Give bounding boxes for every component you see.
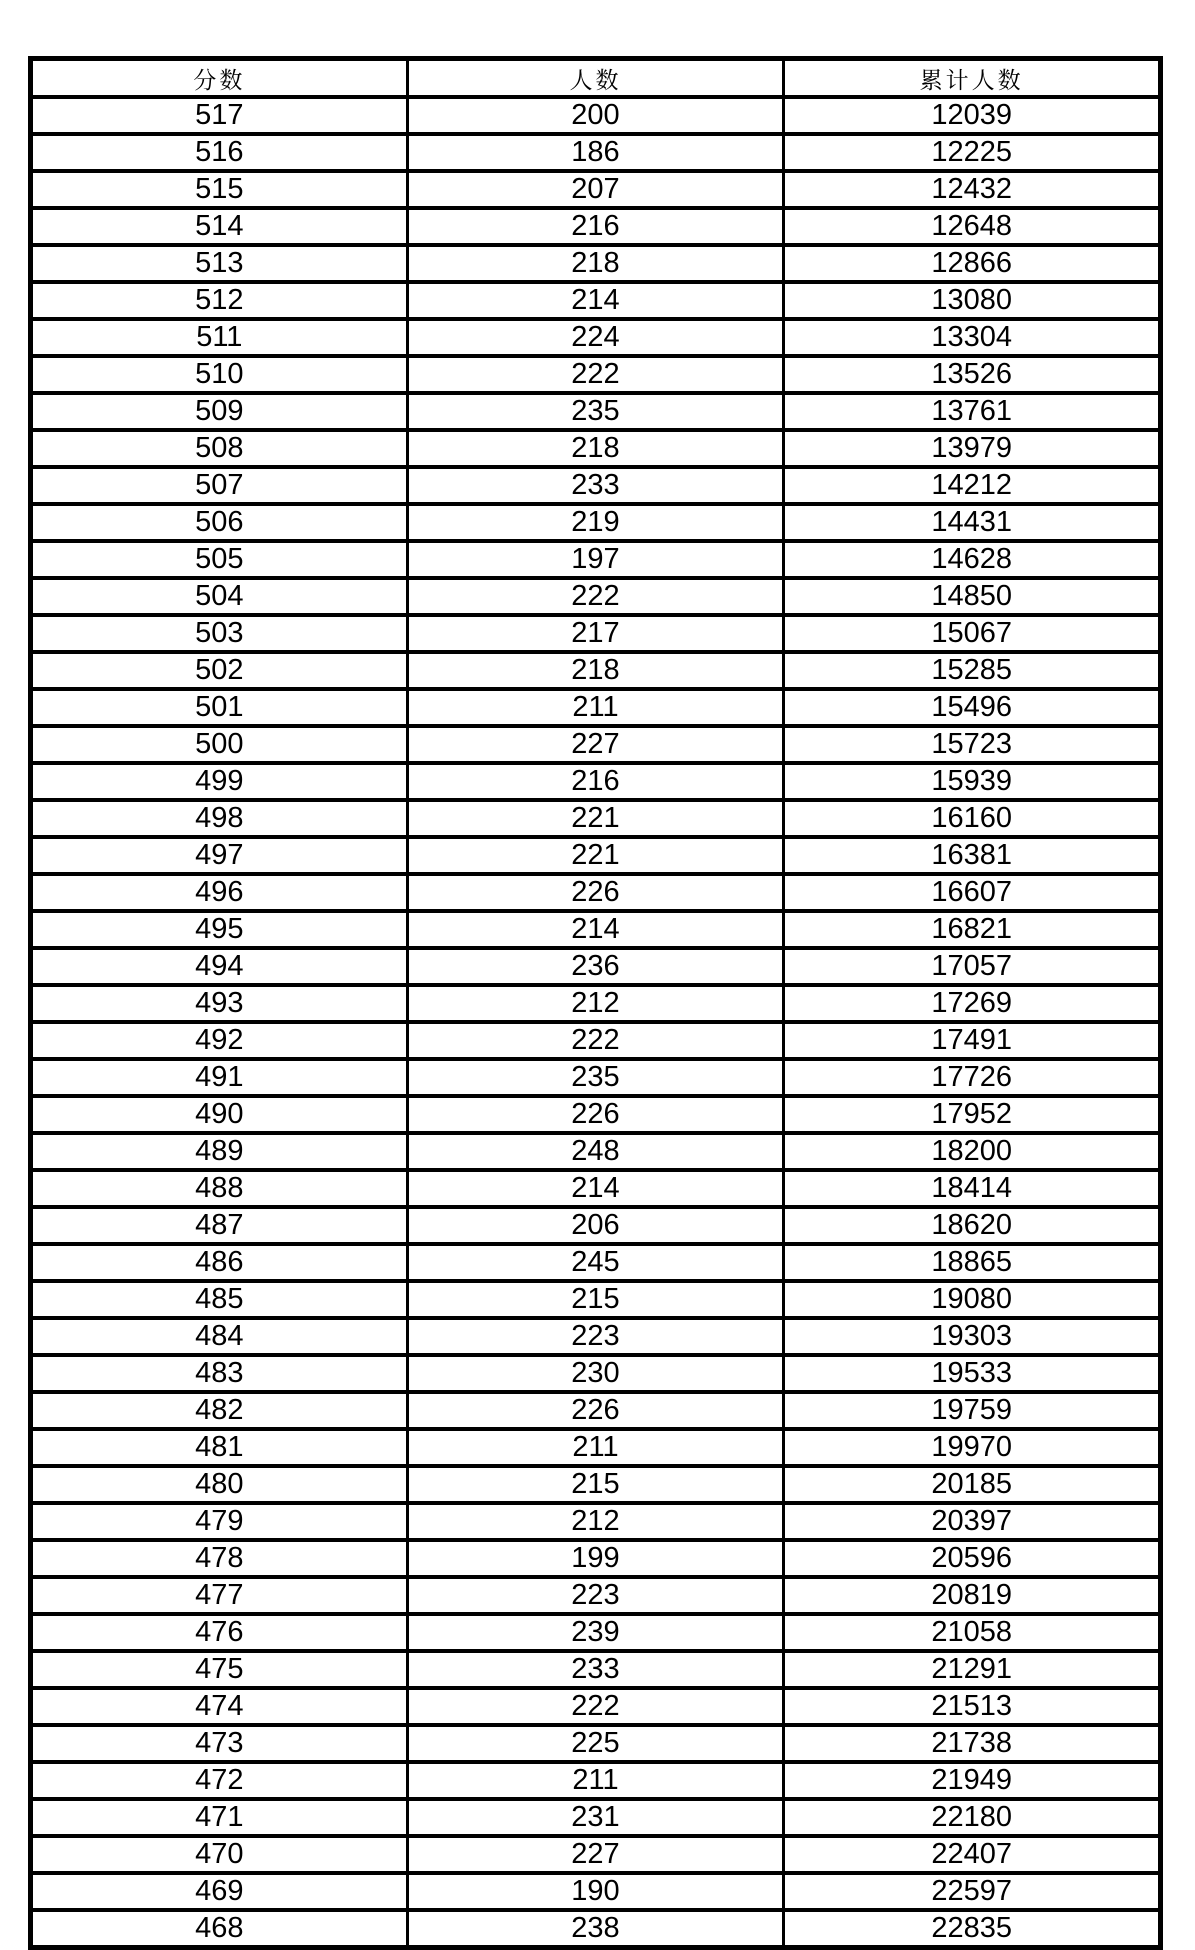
score-cell: 495	[31, 911, 408, 948]
table-row	[31, 504, 1161, 541]
table-row	[31, 541, 1161, 578]
count-cell: 212	[407, 985, 784, 1022]
table-row	[31, 1392, 1161, 1429]
table-row	[31, 689, 1161, 726]
cumulative-count-cell: 13304	[784, 319, 1161, 356]
score-cell: 486	[31, 1244, 408, 1281]
count-cell: 236	[407, 948, 784, 985]
cumulative-count-cell: 16821	[784, 911, 1161, 948]
score-cell: 517	[31, 97, 408, 134]
score-cell: 478	[31, 1540, 408, 1577]
count-cell: 222	[407, 578, 784, 615]
count-cell: 218	[407, 652, 784, 689]
table-row	[31, 726, 1161, 763]
table-row	[31, 245, 1161, 282]
score-cell: 511	[31, 319, 408, 356]
table-row	[31, 837, 1161, 874]
count-cell: 221	[407, 837, 784, 874]
cumulative-count-cell: 21513	[784, 1688, 1161, 1725]
cumulative-count-cell: 12648	[784, 208, 1161, 245]
cumulative-count-cell: 20596	[784, 1540, 1161, 1577]
cumulative-count-cell: 13761	[784, 393, 1161, 430]
cumulative-count-cell: 22835	[784, 1910, 1161, 1948]
table-row	[31, 1651, 1161, 1688]
cumulative-count-cell: 13080	[784, 282, 1161, 319]
score-cell: 474	[31, 1688, 408, 1725]
cumulative-count-cell: 13526	[784, 356, 1161, 393]
count-cell: 216	[407, 763, 784, 800]
table-row	[31, 1429, 1161, 1466]
score-cell: 479	[31, 1503, 408, 1540]
cumulative-count-cell: 20397	[784, 1503, 1161, 1540]
table-row	[31, 1281, 1161, 1318]
score-cell: 483	[31, 1355, 408, 1392]
count-cell: 186	[407, 134, 784, 171]
table-row	[31, 911, 1161, 948]
cumulative-count-cell: 19303	[784, 1318, 1161, 1355]
table-row	[31, 1910, 1161, 1948]
count-cell: 214	[407, 1170, 784, 1207]
cumulative-count-cell: 20185	[784, 1466, 1161, 1503]
cumulative-count-cell: 14431	[784, 504, 1161, 541]
table-row	[31, 1022, 1161, 1059]
table-row	[31, 1133, 1161, 1170]
score-cell: 516	[31, 134, 408, 171]
count-cell: 235	[407, 393, 784, 430]
score-cell: 494	[31, 948, 408, 985]
table-row	[31, 800, 1161, 837]
header-score: 分数	[31, 59, 408, 98]
score-cell: 469	[31, 1873, 408, 1910]
cumulative-count-cell: 17952	[784, 1096, 1161, 1133]
cumulative-count-cell: 17269	[784, 985, 1161, 1022]
count-cell: 230	[407, 1355, 784, 1392]
score-cell: 497	[31, 837, 408, 874]
table-row	[31, 1355, 1161, 1392]
count-cell: 223	[407, 1577, 784, 1614]
score-cell: 491	[31, 1059, 408, 1096]
score-cell: 490	[31, 1096, 408, 1133]
cumulative-count-cell: 13979	[784, 430, 1161, 467]
score-cell: 515	[31, 171, 408, 208]
table-row	[31, 1688, 1161, 1725]
score-cell: 488	[31, 1170, 408, 1207]
cumulative-count-cell: 17726	[784, 1059, 1161, 1096]
cumulative-count-cell: 19759	[784, 1392, 1161, 1429]
cumulative-count-cell: 12432	[784, 171, 1161, 208]
count-cell: 218	[407, 245, 784, 282]
count-cell: 222	[407, 1688, 784, 1725]
header-row	[31, 59, 1161, 98]
cumulative-count-cell: 20819	[784, 1577, 1161, 1614]
cumulative-count-cell: 14628	[784, 541, 1161, 578]
table-row	[31, 1244, 1161, 1281]
count-cell: 199	[407, 1540, 784, 1577]
table-row	[31, 763, 1161, 800]
score-cell: 485	[31, 1281, 408, 1318]
score-cell: 496	[31, 874, 408, 911]
cumulative-count-cell: 18414	[784, 1170, 1161, 1207]
table-row	[31, 356, 1161, 393]
count-cell: 233	[407, 1651, 784, 1688]
cumulative-count-cell: 12866	[784, 245, 1161, 282]
count-cell: 231	[407, 1799, 784, 1836]
score-cell: 480	[31, 1466, 408, 1503]
cumulative-count-cell: 15067	[784, 615, 1161, 652]
score-cell: 468	[31, 1910, 408, 1948]
cumulative-count-cell: 18620	[784, 1207, 1161, 1244]
table-row	[31, 1540, 1161, 1577]
score-cell: 503	[31, 615, 408, 652]
table-row	[31, 1503, 1161, 1540]
cumulative-count-cell: 21291	[784, 1651, 1161, 1688]
count-cell: 211	[407, 1429, 784, 1466]
cumulative-count-cell: 22597	[784, 1873, 1161, 1910]
count-cell: 218	[407, 430, 784, 467]
cumulative-count-cell: 19970	[784, 1429, 1161, 1466]
table-row	[31, 467, 1161, 504]
table-row	[31, 874, 1161, 911]
cumulative-count-cell: 16607	[784, 874, 1161, 911]
score-cell: 481	[31, 1429, 408, 1466]
cumulative-count-cell: 21058	[784, 1614, 1161, 1651]
table-body	[31, 97, 1161, 1948]
cumulative-count-cell: 16160	[784, 800, 1161, 837]
cumulative-count-cell: 19080	[784, 1281, 1161, 1318]
score-cell: 482	[31, 1392, 408, 1429]
table-row	[31, 1466, 1161, 1503]
cumulative-count-cell: 17057	[784, 948, 1161, 985]
score-cell: 484	[31, 1318, 408, 1355]
table-row	[31, 1170, 1161, 1207]
table-row	[31, 578, 1161, 615]
header-cumulative-count: 累计人数	[784, 59, 1161, 98]
count-cell: 235	[407, 1059, 784, 1096]
score-cell: 513	[31, 245, 408, 282]
cumulative-count-cell: 21738	[784, 1725, 1161, 1762]
table-row	[31, 208, 1161, 245]
table-row	[31, 1096, 1161, 1133]
score-cell: 493	[31, 985, 408, 1022]
score-cell: 508	[31, 430, 408, 467]
score-cell: 504	[31, 578, 408, 615]
table-row	[31, 430, 1161, 467]
cumulative-count-cell: 16381	[784, 837, 1161, 874]
table-row	[31, 1577, 1161, 1614]
table-row	[31, 1059, 1161, 1096]
count-cell: 219	[407, 504, 784, 541]
count-cell: 227	[407, 1836, 784, 1873]
cumulative-count-cell: 19533	[784, 1355, 1161, 1392]
score-cell: 500	[31, 726, 408, 763]
score-cell: 501	[31, 689, 408, 726]
table-row	[31, 97, 1161, 134]
score-cell: 514	[31, 208, 408, 245]
table-row	[31, 319, 1161, 356]
count-cell: 227	[407, 726, 784, 763]
count-cell: 248	[407, 1133, 784, 1170]
score-distribution-table	[28, 56, 1163, 1950]
count-cell: 200	[407, 97, 784, 134]
table-row	[31, 393, 1161, 430]
cumulative-count-cell: 21949	[784, 1762, 1161, 1799]
count-cell: 214	[407, 911, 784, 948]
count-cell: 221	[407, 800, 784, 837]
cumulative-count-cell: 18200	[784, 1133, 1161, 1170]
score-cell: 510	[31, 356, 408, 393]
count-cell: 233	[407, 467, 784, 504]
score-cell: 487	[31, 1207, 408, 1244]
count-cell: 211	[407, 689, 784, 726]
count-cell: 238	[407, 1910, 784, 1948]
count-cell: 222	[407, 1022, 784, 1059]
cumulative-count-cell: 22407	[784, 1836, 1161, 1873]
count-cell: 215	[407, 1466, 784, 1503]
score-cell: 471	[31, 1799, 408, 1836]
count-cell: 215	[407, 1281, 784, 1318]
count-cell: 245	[407, 1244, 784, 1281]
table-row	[31, 1318, 1161, 1355]
score-cell: 512	[31, 282, 408, 319]
table-row	[31, 282, 1161, 319]
count-cell: 223	[407, 1318, 784, 1355]
table-row	[31, 615, 1161, 652]
table-row	[31, 1725, 1161, 1762]
score-cell: 505	[31, 541, 408, 578]
table-row	[31, 985, 1161, 1022]
table-row	[31, 1873, 1161, 1910]
count-cell: 190	[407, 1873, 784, 1910]
count-cell: 216	[407, 208, 784, 245]
count-cell: 206	[407, 1207, 784, 1244]
score-cell: 499	[31, 763, 408, 800]
score-cell: 475	[31, 1651, 408, 1688]
count-cell: 222	[407, 356, 784, 393]
count-cell: 225	[407, 1725, 784, 1762]
score-cell: 502	[31, 652, 408, 689]
count-cell: 226	[407, 874, 784, 911]
count-cell: 217	[407, 615, 784, 652]
count-cell: 197	[407, 541, 784, 578]
count-cell: 226	[407, 1096, 784, 1133]
count-cell: 211	[407, 1762, 784, 1799]
score-cell: 506	[31, 504, 408, 541]
cumulative-count-cell: 18865	[784, 1244, 1161, 1281]
count-cell: 214	[407, 282, 784, 319]
cumulative-count-cell: 17491	[784, 1022, 1161, 1059]
cumulative-count-cell: 14850	[784, 578, 1161, 615]
table-row	[31, 134, 1161, 171]
table-row	[31, 1762, 1161, 1799]
score-cell: 477	[31, 1577, 408, 1614]
score-cell: 473	[31, 1725, 408, 1762]
score-cell: 472	[31, 1762, 408, 1799]
cumulative-count-cell: 15723	[784, 726, 1161, 763]
table-row	[31, 1614, 1161, 1651]
score-cell: 492	[31, 1022, 408, 1059]
table-row	[31, 171, 1161, 208]
table-row	[31, 652, 1161, 689]
table-row	[31, 948, 1161, 985]
score-cell: 489	[31, 1133, 408, 1170]
cumulative-count-cell: 15496	[784, 689, 1161, 726]
cumulative-count-cell: 15939	[784, 763, 1161, 800]
count-cell: 224	[407, 319, 784, 356]
score-cell: 509	[31, 393, 408, 430]
header-count: 人数	[407, 59, 784, 98]
table-row	[31, 1207, 1161, 1244]
score-cell: 470	[31, 1836, 408, 1873]
count-cell: 226	[407, 1392, 784, 1429]
count-cell: 239	[407, 1614, 784, 1651]
score-cell: 507	[31, 467, 408, 504]
cumulative-count-cell: 22180	[784, 1799, 1161, 1836]
table-row	[31, 1799, 1161, 1836]
cumulative-count-cell: 15285	[784, 652, 1161, 689]
cumulative-count-cell: 14212	[784, 467, 1161, 504]
count-cell: 207	[407, 171, 784, 208]
cumulative-count-cell: 12039	[784, 97, 1161, 134]
score-cell: 476	[31, 1614, 408, 1651]
count-cell: 212	[407, 1503, 784, 1540]
cumulative-count-cell: 12225	[784, 134, 1161, 171]
score-cell: 498	[31, 800, 408, 837]
table-row	[31, 1836, 1161, 1873]
